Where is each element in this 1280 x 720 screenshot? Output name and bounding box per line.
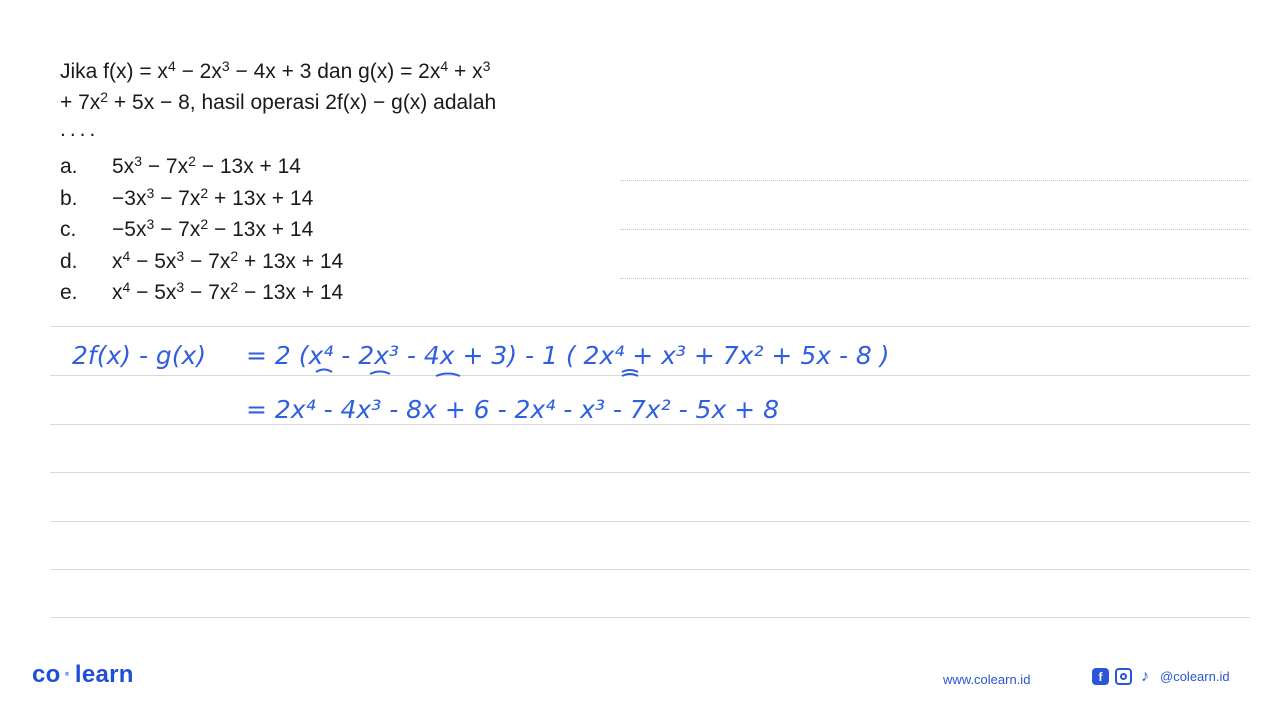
colearn-logo: co · learn <box>32 661 134 688</box>
option-b: b. $-3x^3 - 7x^2 + 13x + 14$ <box>60 184 314 210</box>
underline-mark <box>436 374 460 377</box>
option-d: d. $x^4 - 5x^3 - 7x^2 + 13x + 14$ <box>60 247 344 273</box>
website-url[interactable]: www.colearn.id <box>943 672 1031 687</box>
handwritten-lhs: 2f(x) - g(x) <box>72 341 207 370</box>
instagram-icon[interactable] <box>1115 668 1132 685</box>
option-e: e. $x^4 - 5x^3 - 7x^2 - 13x + 14$ <box>60 279 344 304</box>
question-dots: .... <box>60 118 100 141</box>
question-line-1: Jika $f(x) = x^4 - 2x^3 - 4x + 3$ dan $g(x) = 2x^4 + x^3$ <box>60 58 491 83</box>
facebook-icon[interactable]: f <box>1092 668 1109 685</box>
underline-mark <box>370 372 390 375</box>
question-line-2: + $7x^2 + 5x - 8$, hasil operasi 2f(x) − g(x) adalah <box>60 89 497 114</box>
option-c: c. $-5x^3 - 7x^2 - 13x + 14$ <box>60 216 314 241</box>
underline-mark <box>622 370 638 376</box>
social-links <box>1092 668 1230 685</box>
social-handle[interactable]: @colearn.id <box>1160 669 1230 684</box>
tiktok-icon[interactable]: ♪ <box>1141 667 1149 685</box>
option-a: a. $5x^3 - 7x^2 - 13x + 14$ <box>60 153 301 178</box>
underline-mark <box>316 370 332 373</box>
handwritten-line-2: = 2x⁴ - 4x³ - 8x + 6 - 2x⁴ - x³ - 7x² - 5x + 8 <box>246 395 779 424</box>
handwritten-line-1: = 2 (x⁴ - 2x³ - 4x + 3) - 1 ( 2x⁴ + x³ + 7x² + 5x - 8 ) <box>246 341 890 370</box>
